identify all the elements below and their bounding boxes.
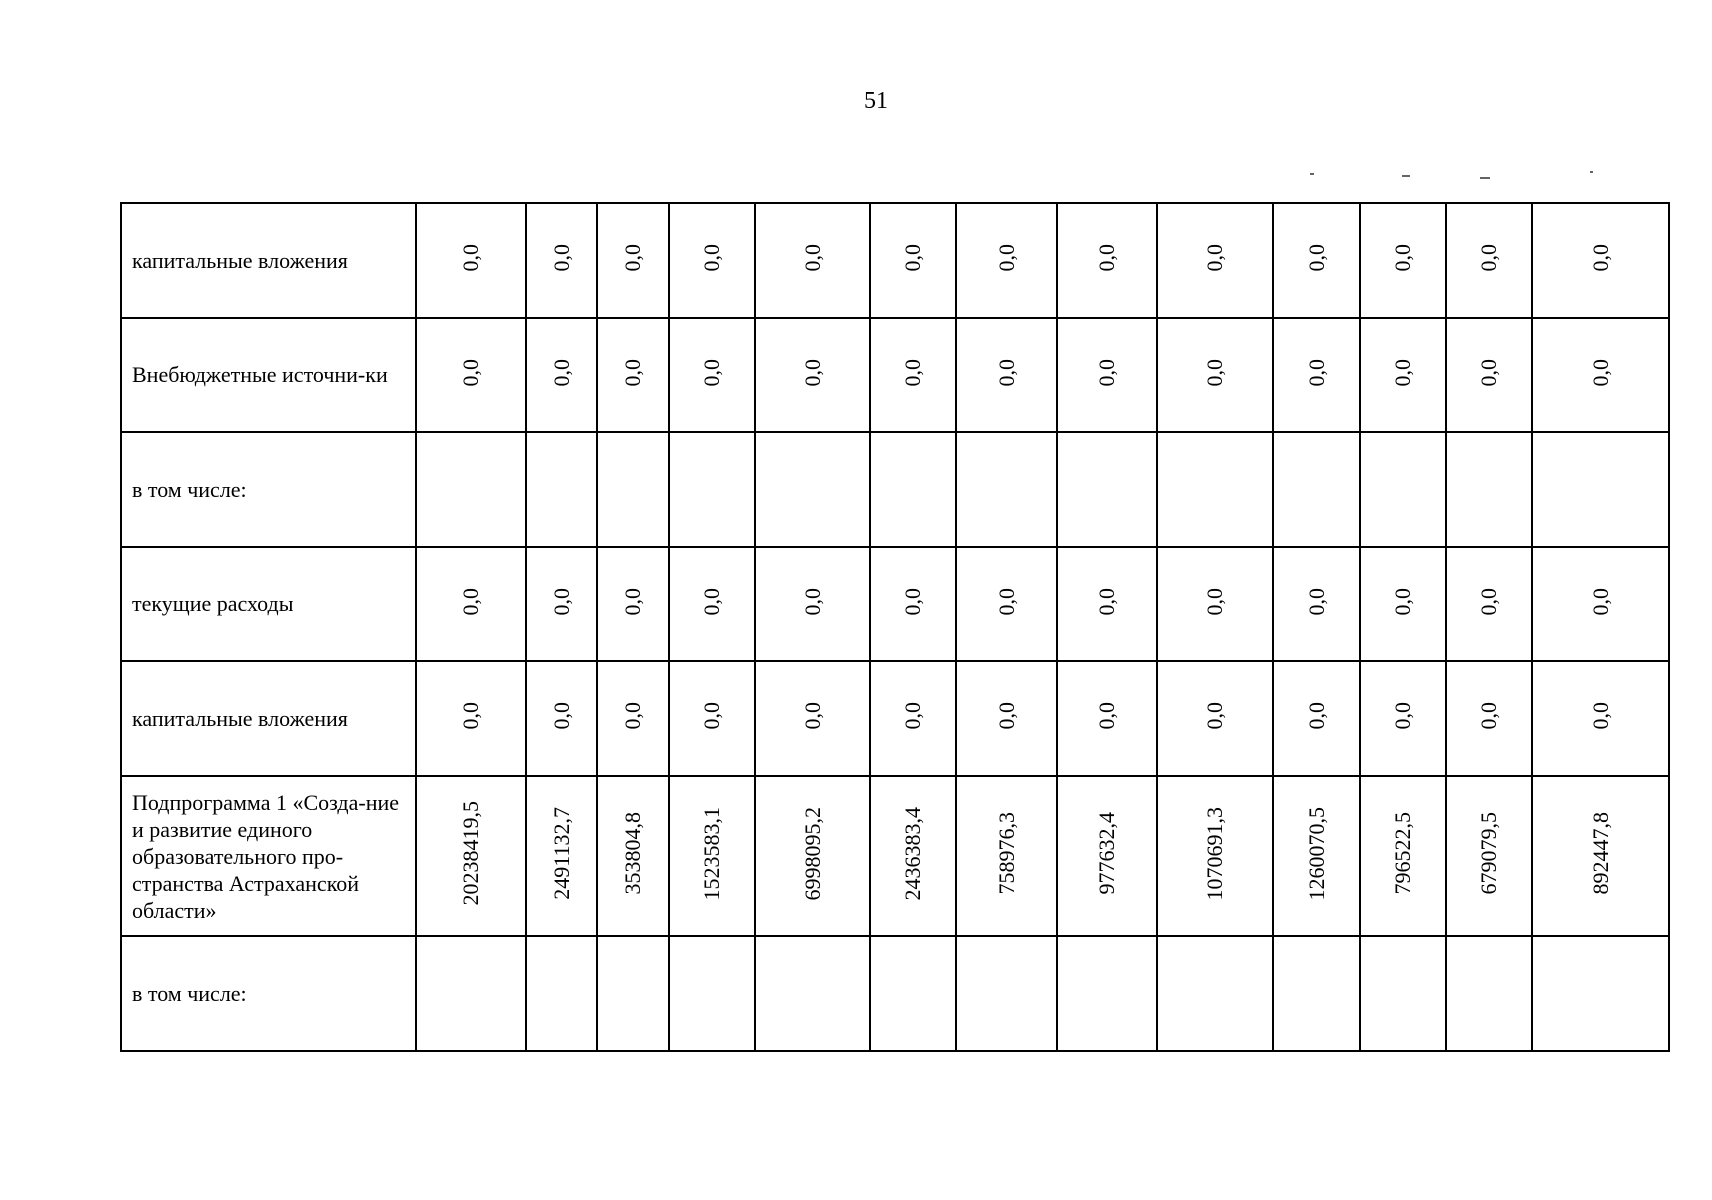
cell-value: 0,0 — [993, 244, 1019, 272]
cell-value: 0,0 — [993, 702, 1019, 730]
value-cell — [755, 936, 870, 1051]
value-cell — [1273, 661, 1360, 776]
value-cell — [1532, 203, 1669, 318]
value-cell — [956, 936, 1057, 1051]
value-cell — [870, 936, 956, 1051]
value-cell — [416, 547, 526, 662]
value-cell — [1532, 776, 1669, 937]
table-row — [121, 432, 1669, 547]
value-cell — [870, 547, 956, 662]
value-cell — [755, 203, 870, 318]
cell-value: 0,0 — [1390, 702, 1415, 730]
value-cell — [1157, 203, 1273, 318]
value-cell — [1532, 936, 1669, 1051]
value-cell — [669, 936, 755, 1051]
value-cell — [956, 203, 1057, 318]
cell-value: 0,0 — [458, 587, 483, 616]
value-cell — [526, 203, 597, 318]
value-cell — [416, 203, 526, 318]
row-label: капитальные вложения — [121, 661, 416, 776]
value-cell — [956, 547, 1057, 662]
value-cell — [597, 432, 669, 547]
value-cell — [1360, 936, 1446, 1051]
value-cell — [1057, 432, 1157, 547]
cell-value: 0,0 — [620, 702, 645, 730]
value-cell — [597, 776, 669, 937]
cell-value: 679079,5 — [1476, 812, 1501, 895]
value-cell — [1057, 776, 1157, 937]
value-cell — [526, 318, 597, 433]
cell-value: 0,0 — [1390, 244, 1415, 272]
table-row — [121, 318, 1669, 433]
row-label: капитальные вложения — [121, 203, 416, 318]
value-cell — [669, 203, 755, 318]
value-cell — [597, 547, 669, 662]
cell-value: 0,0 — [900, 702, 925, 730]
value-cell — [416, 661, 526, 776]
cell-value: 0,0 — [1094, 702, 1119, 730]
table-row — [121, 936, 1669, 1051]
cell-value: 0,0 — [799, 587, 825, 616]
cell-value: 0,0 — [1476, 358, 1501, 387]
cell-value: 0,0 — [1202, 587, 1227, 616]
value-cell — [1446, 936, 1532, 1051]
value-cell — [416, 318, 526, 433]
value-cell — [1057, 203, 1157, 318]
value-cell — [1532, 547, 1669, 662]
cell-value: 0,0 — [1390, 587, 1415, 616]
value-cell — [669, 318, 755, 433]
cell-value: 0,0 — [1587, 244, 1613, 272]
cell-value: 0,0 — [1476, 702, 1501, 730]
cell-value: 0,0 — [458, 702, 483, 730]
cell-value: 2436383,4 — [900, 806, 925, 901]
value-cell — [755, 318, 870, 433]
cell-value: 0,0 — [1094, 587, 1119, 616]
value-cell — [1446, 661, 1532, 776]
cell-value: 0,0 — [1202, 358, 1227, 387]
value-cell — [1446, 203, 1532, 318]
cell-value: 6998095,2 — [799, 806, 825, 901]
cell-value: 1523583,1 — [699, 806, 724, 901]
cell-value: 0,0 — [458, 244, 483, 272]
row-label: в том числе: — [121, 936, 416, 1051]
value-cell — [1446, 432, 1532, 547]
cell-value: 0,0 — [799, 358, 825, 387]
value-cell — [597, 318, 669, 433]
cell-value: 353804,8 — [620, 812, 645, 895]
cell-value: 0,0 — [799, 244, 825, 272]
value-cell — [1273, 318, 1360, 433]
row-label: текущие расходы — [121, 547, 416, 662]
cell-value: 0,0 — [799, 702, 825, 730]
cell-value: 0,0 — [1476, 244, 1501, 272]
value-cell — [1273, 203, 1360, 318]
value-cell — [416, 936, 526, 1051]
value-cell — [1446, 547, 1532, 662]
value-cell — [1360, 318, 1446, 433]
value-cell — [1157, 661, 1273, 776]
cell-value: 1070691,3 — [1202, 806, 1227, 901]
value-cell — [1157, 776, 1273, 937]
cell-value: 0,0 — [1587, 358, 1613, 387]
cell-value: 0,0 — [1094, 244, 1119, 272]
cell-value: 0,0 — [699, 702, 724, 730]
cell-value: 0,0 — [548, 244, 574, 272]
value-cell — [526, 936, 597, 1051]
cell-value: 1260070,5 — [1303, 806, 1329, 901]
value-cell — [1273, 432, 1360, 547]
value-cell — [755, 776, 870, 937]
value-cell — [526, 776, 597, 937]
value-cell — [1360, 547, 1446, 662]
cell-value: 0,0 — [900, 358, 925, 387]
row-label: в том числе: — [121, 432, 416, 547]
cell-value: 892447,8 — [1587, 812, 1613, 895]
value-cell — [1057, 661, 1157, 776]
row-label: Подпрограмма 1 «Созда-ние и развитие единого образовательного про-странства Астраханской области» — [121, 776, 416, 937]
value-cell — [669, 547, 755, 662]
cell-value: 0,0 — [699, 587, 724, 616]
cell-value: 0,0 — [1303, 702, 1329, 730]
budget-table — [120, 202, 1670, 1052]
value-cell — [870, 203, 956, 318]
cell-value: 0,0 — [1587, 587, 1613, 616]
value-cell — [1057, 318, 1157, 433]
value-cell — [956, 432, 1057, 547]
value-cell — [1532, 318, 1669, 433]
row-label: Внебюджетные источни-ки — [121, 318, 416, 433]
table-row — [121, 203, 1669, 318]
value-cell — [1446, 776, 1532, 937]
cell-value: 0,0 — [1202, 244, 1227, 272]
cell-value: 796522,5 — [1390, 812, 1415, 895]
cell-value: 0,0 — [900, 244, 925, 272]
value-cell — [1273, 547, 1360, 662]
value-cell — [1157, 936, 1273, 1051]
value-cell — [755, 661, 870, 776]
value-cell — [870, 776, 956, 937]
value-cell — [416, 776, 526, 937]
cell-value: 0,0 — [900, 587, 925, 616]
value-cell — [416, 432, 526, 547]
value-cell — [1157, 318, 1273, 433]
cell-value: 0,0 — [993, 587, 1019, 616]
value-cell — [755, 432, 870, 547]
value-cell — [956, 318, 1057, 433]
value-cell — [526, 432, 597, 547]
value-cell — [526, 547, 597, 662]
value-cell — [1057, 936, 1157, 1051]
value-cell — [956, 776, 1057, 937]
cell-value: 0,0 — [993, 358, 1019, 387]
table-row — [121, 776, 1669, 937]
value-cell — [870, 661, 956, 776]
value-cell — [870, 432, 956, 547]
table-row — [121, 547, 1669, 662]
cell-value: 0,0 — [620, 244, 645, 272]
cell-value: 0,0 — [1303, 244, 1329, 272]
value-cell — [870, 318, 956, 433]
cell-value: 0,0 — [1303, 358, 1329, 387]
value-cell — [597, 661, 669, 776]
cell-value: 20238419,5 — [458, 801, 483, 906]
value-cell — [669, 661, 755, 776]
value-cell — [597, 203, 669, 318]
cell-value: 0,0 — [699, 244, 724, 272]
value-cell — [669, 776, 755, 937]
cell-value: 0,0 — [1476, 587, 1501, 616]
cell-value: 0,0 — [548, 702, 574, 730]
cell-value: 0,0 — [699, 358, 724, 387]
cell-value: 0,0 — [620, 587, 645, 616]
value-cell — [1532, 432, 1669, 547]
cell-value: 0,0 — [548, 358, 574, 387]
cell-value: 0,0 — [1587, 702, 1613, 730]
table-row — [121, 661, 1669, 776]
cell-value: 0,0 — [1390, 358, 1415, 387]
cell-value: 0,0 — [1202, 702, 1227, 730]
value-cell — [1157, 547, 1273, 662]
cell-value: 0,0 — [1303, 587, 1329, 616]
value-cell — [1360, 432, 1446, 547]
cell-value: 0,0 — [620, 358, 645, 387]
value-cell — [1446, 318, 1532, 433]
cell-value: 0,0 — [548, 587, 574, 616]
value-cell — [1360, 661, 1446, 776]
value-cell — [1360, 776, 1446, 937]
cell-value: 0,0 — [458, 358, 483, 387]
value-cell — [597, 936, 669, 1051]
cell-value: 0,0 — [1094, 358, 1119, 387]
value-cell — [1157, 432, 1273, 547]
cell-value: 758976,3 — [993, 812, 1019, 895]
page-number: 51 — [864, 88, 888, 114]
value-cell — [755, 547, 870, 662]
value-cell — [1057, 547, 1157, 662]
value-cell — [1532, 661, 1669, 776]
value-cell — [669, 432, 755, 547]
value-cell — [526, 661, 597, 776]
value-cell — [956, 661, 1057, 776]
value-cell — [1273, 936, 1360, 1051]
cell-value: 2491132,7 — [548, 807, 574, 900]
value-cell — [1273, 776, 1360, 937]
cell-value: 977632,4 — [1094, 812, 1119, 895]
value-cell — [1360, 203, 1446, 318]
